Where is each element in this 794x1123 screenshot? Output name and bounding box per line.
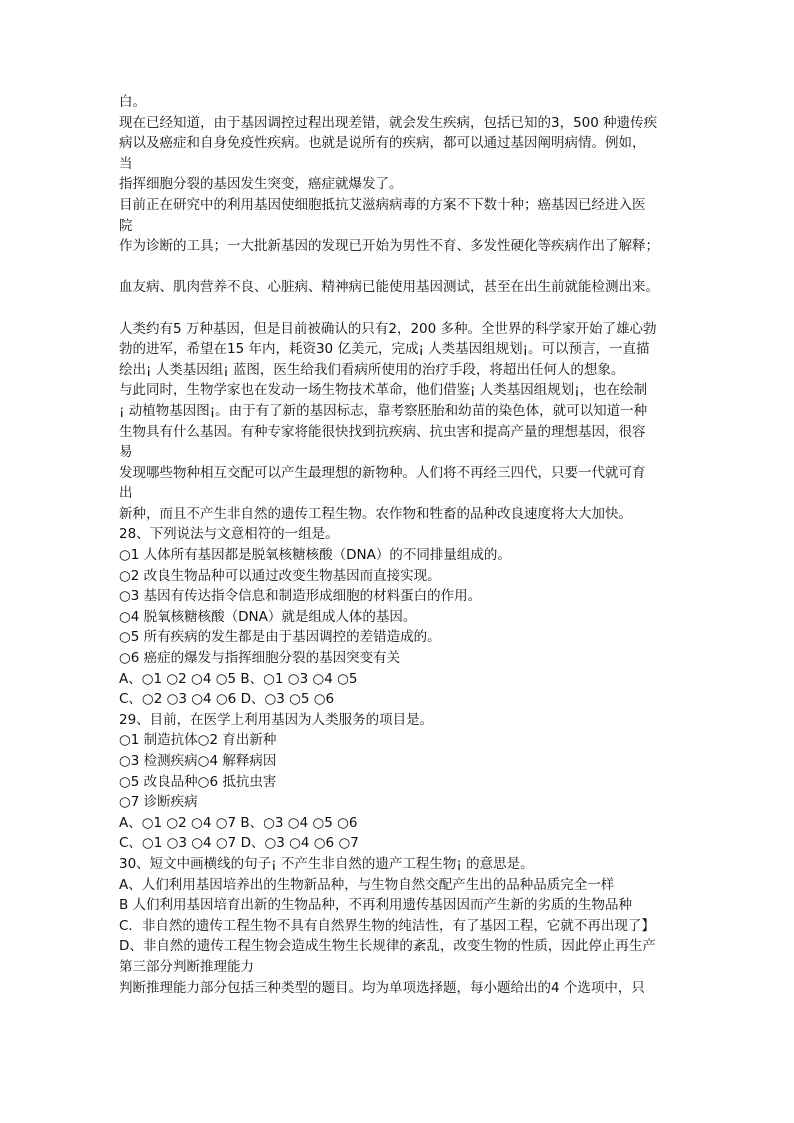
- text-line: ○5 改良品种○6 抵抗虫害: [119, 773, 277, 790]
- text-line: 白。: [119, 94, 146, 110]
- text-line: ¡ 动植物基因图¡。由于有了新的基因标志，靠考察胚胎和幼苗的染色体，就可以知道一种: [119, 402, 648, 419]
- text-line: C、○1 ○3 ○4 ○7 D、○3 ○4 ○6 ○7: [119, 835, 359, 852]
- text-line: 判断推理能力部分包括三种类型的题目。均为单项选择题，每小题给出的4 个选项中，只: [119, 979, 645, 996]
- text-line: 指挥细胞分裂的基因发生突变，癌症就爆发了。: [119, 176, 403, 193]
- text-line: 现在已经知道，由于基因调控过程出现差错，就会发生疾病，包括已知的3，500 种遗传疾: [119, 114, 658, 131]
- blank-line: [119, 298, 679, 319]
- text-line: 绘出¡ 人类基因组¡ 蓝图，医生给我们看病所使用的治疗手段，将超出任何人的想象。: [119, 361, 625, 378]
- text-line: ○1 人体所有基因都是脱氧核糖核酸（DNA）的不同排量组成的。: [119, 547, 511, 564]
- text-line: ○7 诊断疾病: [119, 794, 198, 811]
- text-line: 28、下列说法与文意相符的一组是。: [119, 526, 339, 543]
- text-line: A、○1 ○2 ○4 ○5 B、○1 ○3 ○4 ○5: [119, 670, 358, 687]
- text-line: 勃的进军，希望在15 年内，耗资30 亿美元，完成¡ 人类基因组规划¡。可以预言，一直描: [119, 341, 650, 358]
- text-line: B 人们利用基因培育出新的生物品种，不再利用遗传基因因而产生新的劣质的生物品种: [119, 897, 633, 914]
- text-line: ○3 基因有传达指令信息和制造形成细胞的材料蛋白的作用。: [119, 588, 482, 605]
- document-body: [119, 92, 679, 998]
- text-line: 作为诊断的工具；一大批新基因的发现已开始为男性不育、多发性硬化等疾病作出了解释；: [119, 238, 659, 255]
- text-line: 人类约有5 万种基因，但是目前被确认的只有2，200 多种。全世界的科学家开始了雄心勃: [119, 320, 657, 337]
- text-line: 易: [119, 444, 133, 461]
- text-line: ○3 检测疾病○4 解释病因: [119, 753, 277, 769]
- text-line: ○4 脱氧核糖核酸（DNA）就是组成人体的基因。: [119, 608, 417, 625]
- text-line: 30、短文中画横线的句子¡ 不产生非自然的遗产工程生物¡ 的意思是。: [119, 855, 534, 872]
- text-line: 第三部分判断推理能力: [119, 958, 254, 975]
- text-line: ○5 所有疾病的发生都是由于基因调控的差错造成的。: [119, 629, 441, 646]
- text-line: A、人们利用基因培养出的生物新品种，与生物自然交配产生出的品种品质完全一样: [119, 876, 615, 893]
- text-line: 病以及癌症和自身免疫性疾病。也就是说所有的疾病，都可以通过基因阐明病情。例如，: [119, 135, 646, 152]
- blank-line: [119, 257, 679, 278]
- text-line: 发现哪些物种相互交配可以产生最理想的新物种。人们将不再经三四代，只要一代就可育: [119, 464, 646, 481]
- text-line: 出: [119, 485, 133, 502]
- text-line: ○1 制造抗体○2 育出新种: [119, 732, 277, 749]
- text-line: C、○2 ○3 ○4 ○6 D、○3 ○5 ○6: [119, 691, 335, 708]
- text-line: C．非自然的遗传工程生物不具有自然界生物的纯洁性，有了基因工程，它就不再出现了】: [119, 917, 655, 934]
- text-line: D、非自然的遗传工程生物会造成生物生长规律的紊乱，改变生物的性质，因此停止再生产: [119, 938, 656, 955]
- text-line: 生物具有什么基因。有种专家将能很快找到抗疾病、抗虫害和提高产量的理想基因，很容: [119, 423, 646, 440]
- text-line: 与此同时，生物学家也在发动一场生物技术革命，他们借鉴¡ 人类基因组规划¡，也在绘制: [119, 382, 648, 399]
- text-line: ○6 癌症的爆发与指挥细胞分裂的基因突变有关: [119, 650, 401, 667]
- text-line: 29、目前，在医学上利用基因为人类服务的项目是。: [119, 711, 434, 728]
- text-line: 新种，而且不产生非自然的遗传工程生物。农作物和牲畜的品种改良速度将大大加快。: [119, 505, 632, 522]
- text-line: 院: [119, 217, 133, 234]
- text-line: 目前正在研究中的利用基因使细胞抵抗艾滋病病毒的方案不下数十种；癌基因已经进入医: [119, 196, 646, 213]
- text-line: A、○1 ○2 ○4 ○7 B、○3 ○4 ○5 ○6: [119, 814, 358, 831]
- text-line: ○2 改良生物品种可以通过改变生物基因而直接实现。: [119, 567, 441, 584]
- text-line: 血友病、肌肉营养不良、心脏病、精神病已能使用基因测试，甚至在出生前就能检测出来。: [119, 279, 659, 296]
- text-line: 当: [119, 155, 133, 172]
